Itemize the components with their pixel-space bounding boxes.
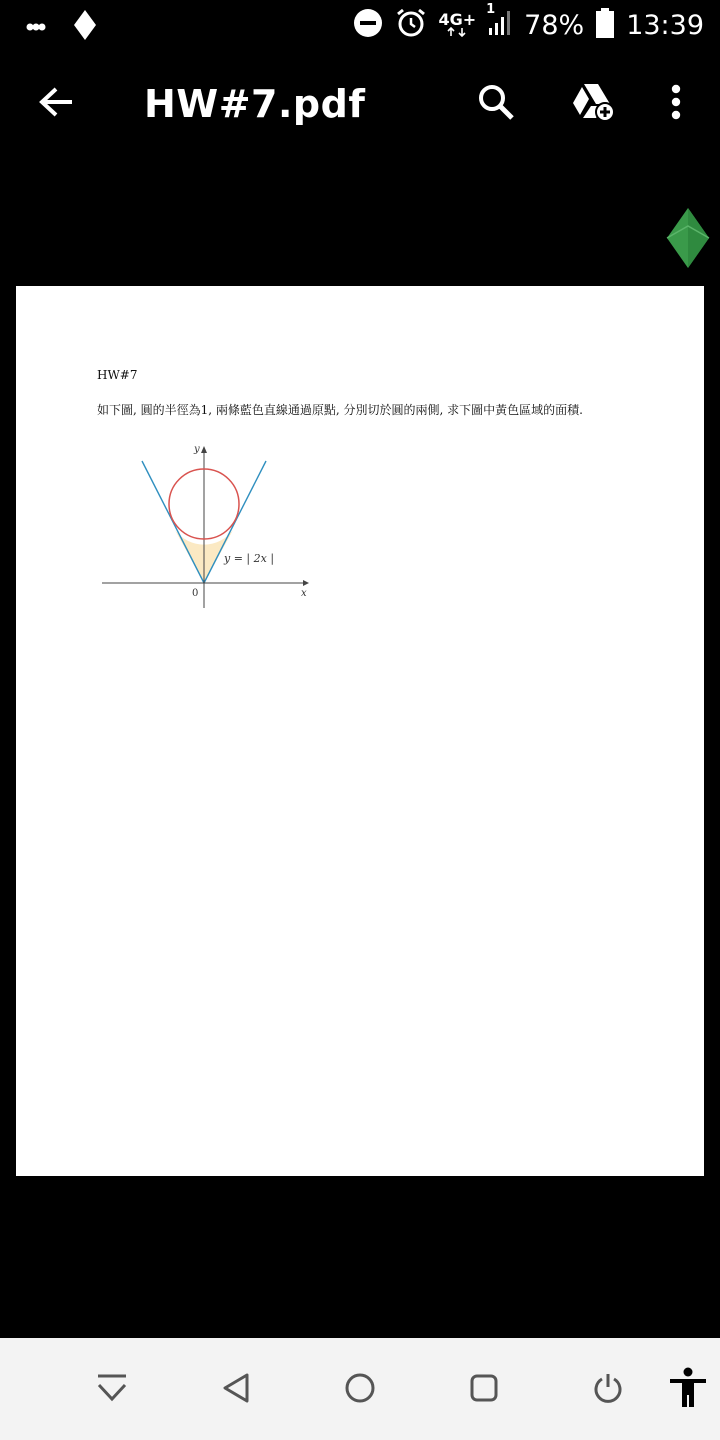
- y-axis-arrow: [201, 446, 207, 453]
- x-axis-arrow: [303, 580, 309, 586]
- circle-home-icon: [344, 1372, 376, 1408]
- leaf-badge[interactable]: [664, 206, 712, 270]
- notification-pull-button[interactable]: [90, 1368, 134, 1412]
- arrow-left-icon: [38, 86, 74, 122]
- sim-slot-label: 1: [486, 2, 496, 17]
- homework-heading: HW#7: [97, 368, 138, 382]
- problem-statement: 如下圖, 圓的半徑為1, 兩條藍色直線通過原點, 分別切於圓的兩側, 求下圖中黃色區域的面積.: [97, 403, 583, 417]
- add-to-drive-button[interactable]: [566, 78, 618, 130]
- leaf-icon: [664, 255, 712, 274]
- document-title: HW#7.pdf: [144, 82, 366, 126]
- more-vertical-icon: [671, 84, 681, 124]
- y-axis-label: y: [194, 444, 200, 455]
- chevron-down-icon: [96, 1374, 128, 1406]
- network-type-indicator: [438, 10, 477, 37]
- recents-button[interactable]: [462, 1368, 506, 1412]
- battery-icon: [596, 8, 614, 42]
- tangent-circle-figure: [100, 442, 315, 612]
- voicemail-icon: [26, 18, 46, 37]
- search-button[interactable]: [470, 78, 522, 130]
- line-left: [142, 461, 204, 583]
- leaf-notification-icon: [72, 9, 98, 45]
- navigation-bar: [0, 1338, 720, 1440]
- accessibility-button[interactable]: [666, 1368, 710, 1412]
- triangle-back-icon: [221, 1372, 251, 1408]
- power-button[interactable]: [586, 1368, 630, 1412]
- battery-percent: 78%: [524, 9, 585, 41]
- pdf-page[interactable]: [16, 286, 704, 1176]
- accessibility-icon: [668, 1367, 708, 1413]
- app-bar: [0, 56, 720, 156]
- drive-add-icon: [569, 82, 615, 126]
- do-not-disturb-icon: [353, 8, 383, 42]
- home-button[interactable]: [338, 1368, 382, 1412]
- status-bar: [0, 0, 720, 50]
- power-icon: [592, 1372, 624, 1408]
- alarm-icon: [395, 7, 427, 43]
- search-icon: [477, 83, 515, 125]
- network-type-label: 4G+: [438, 10, 477, 29]
- x-axis-label: x: [301, 588, 307, 599]
- equation-label: y = | 2x |: [224, 552, 275, 565]
- origin-label: 0: [192, 588, 199, 599]
- back-nav-button[interactable]: [214, 1368, 258, 1412]
- more-options-button[interactable]: [652, 78, 700, 130]
- square-recents-icon: [469, 1373, 499, 1407]
- back-button[interactable]: [30, 78, 82, 130]
- clock: 13:39: [626, 9, 704, 41]
- signal-strength-icon: [486, 2, 512, 40]
